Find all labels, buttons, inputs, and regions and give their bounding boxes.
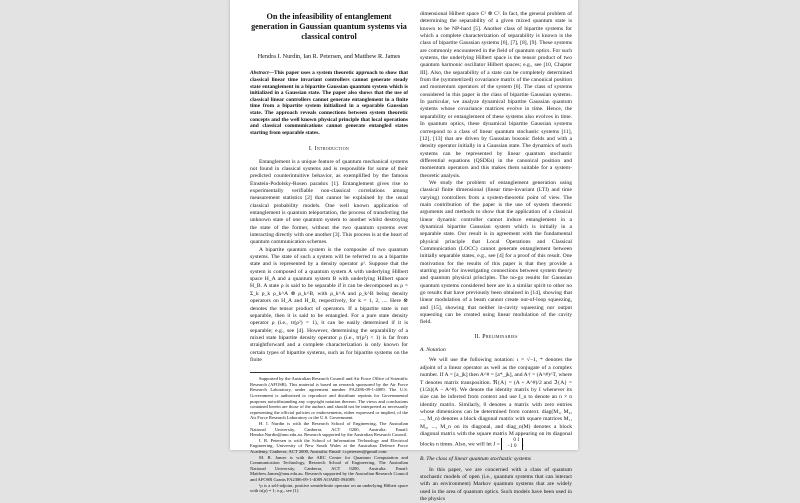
matrix-row: 0 1 [513, 438, 520, 444]
section-introduction-heading: I. Introduction [308, 146, 350, 153]
footnote-rule [250, 372, 320, 373]
footnote: I. R. Petersen is with the School of Information Technology and Electrical Engineering, University of New South Wales at the Australian Defence Force Academy, Canberra, ACT 2600, Australia. Email: i.r.petersen@gmail.com. [250, 437, 408, 454]
footnote: M. R. James is with the ARC Centre for Quantum Computation and Communication Technology, Research School of Engineering, The Australian National University, Canberra, ACT 0200, Australia. Email: Matthew.James@anu.edu.au. Research supported by the Australian Research Council and AFOSR Grants FA2386-09-1-4089 AOARD 094089. [250, 454, 408, 482]
intro-paragraph-1: Entanglement is a unique feature of quantum mechanical systems not found in classical systems and is responsible for some of their predicted counterintuitive behavior, as exemplified by the famous Einstein-Podolsky-Rosen paradox [1]. Entanglement gives rise to experimentally verifiable non-classical correlations among measurement statistics [2] that cannot be explained by the usual classical probability models. One well known application of entanglement is quantum teleportation, the process of transferring the unknown state of one quantum system to another whilst destroying the state of the former, without the two quantum systems ever interacting directly with one another [3]. This process is at the heart of quantum communication schemes. [250, 158, 408, 246]
matrix-period: . [522, 441, 524, 448]
abstract-label: Abstract [250, 70, 269, 77]
paper-title: On the infeasibility of entanglement generation in Gaussian quantum systems via classical control [251, 12, 407, 41]
matrix-j [501, 438, 522, 450]
right-paragraph-2: We study the problem of entanglement generation using classical finite dimensional (linear time-invariant (LTI) and time varying) controllers from a system-theoretic point of view. The main contribution of the paper is the use of system theoretic arguments and methods to show that the application of a classical linear dynamic controller cannot induce entanglement in a dynamical bipartite Gaussian system which is initially in a separable state. Our result is in agreement with the fundamental physical principle that Local Operations and Classical Communication (LOCC) cannot generate entanglement between initially separable states, e.g., see [4] for a proof of this result. One motivation for the results of this paper is that they provide a starting point for investigating connections between system theory and quantum physical principles. The no-go results for Gaussian quantum systems considered here are in a similar spirit to other no go results that have previously been obtained in [14], showing that linear modulation of a beam cannot create out-of-loop squeezing, and [15], showing that neither in-cavity squeezing nor output squeezing can be created using linear modulation of the cavity field. [420, 179, 572, 326]
notation-paragraph [420, 357, 572, 450]
subsection-notation-heading: A. Notation [420, 347, 446, 354]
right-paragraph-1: dimensional Hilbert space C² ⊗ C². In fact, the general problem of determining the separability of a given mixed quantum state is known to be NP-hard [5]. Another class of bipartite systems for which a complete characterization of separability is known is the class of bipartite Gaussian systems [6], [7], [8], [9]. These systems are commonly encountered in the field of quantum optics. For such systems, the underlying Hilbert space is the tensor product of two quantum harmonic oscillator Hilbert spaces; e.g., see [10, Chapter III]. Also, the separability of a state can be completely determined from the (symmetrized) covariance matrix of the canonical position and momentum operators of the system [6]. The class of systems considered in this paper is the class of bipartite Gaussian systems. In particular, we analyze dynamical bipartite Gaussian quantum systems whose covariance matrices evolve in time. Hence, the separability or entanglement of these systems also evolves in time. In quantum optics, these dynamical bipartite Gaussian systems correspond to a class of linear quantum stochastic systems [11], [12], [13] that are driven by Gaussian bosonic fields and with a density operator initially in a Gaussian state. The dynamics of such systems can be represented by linear quantum stochastic differential equations (QSDEs) in the canonical position and momentum operators and this makes them suitable for a system-theoretic analysis. [420, 11, 572, 179]
intro-paragraph-2: A bipartite quantum system is the composite of two quantum systems. The state of such a system will be referred to as a bipartite state and is represented by a density operator ρ¹. Suppose that the system is composed of a quantum system A with underlying Hilbert space H_A and a quantum system B with underlying Hilbert space H_B. A state ρ is said to be separable if it can be decomposed as ρ = Σ_k p_k ρ_k^A ⊗ ρ_k^B, with ρ_k^A and ρ_k^B being density operators on H_A and H_B, respectively, for k = 1, 2, .... Here ⊗ denotes the tensor product of operators. If a bipartite state is not separable, then it is said to be entangled. For a pure state density operator ρ (i.e., tr(ρ²) = 1), it can be easily determined if it is separable; e.g., see [4]. However, determining the separability of a mixed state bipartite density operator ρ (i.e., tr(ρ²) < 1) is far from straightforward and a complete characterization is only known for certain types of bipartite systems, such as for bipartite systems on the finite [250, 246, 408, 363]
footnote: ¹ρ is a self-adjoint, positive semidefinite operator on an underlying Hilbert space with tr(ρ) = 1; e.g., see [1]. [250, 482, 408, 494]
paper-authors: Hendra I. Nurdin, Ian R. Petersen, and Matthew R. James [257, 53, 401, 60]
abstract [250, 70, 408, 136]
footnotes [250, 376, 408, 493]
matrix-row: −1 0 [507, 444, 517, 450]
class-paragraph: In this paper, we are concerned with a class of quantum stochastic models of open (i.e., quantum systems that can interact with an environment) Markov quantum systems that are widely used in the area of quantum optics. Such models have been used in the physics [420, 466, 572, 502]
left-column [250, 0, 408, 494]
section-preliminaries-heading: II. Preliminaries [474, 333, 518, 340]
notation-text: We will use the following notation: ι = √−1, * denotes the adjoint of a linear operator as well as the conjugate of a complex number. If A = [a_jk] then A^# = [a*_jk], and A† = (A^#)^T, where T denotes matrix transposition. ℜ{A} = (A + A^#)/2 and ℑ{A} = (1/2ι)(A − A^#). We denote the identity matrix by I whenever its size can be inferred from context and use I_n to denote an n × n identity matrix. Similarly, 0 denotes a matrix with zero entries whose dimensions can be determined from context. diag(M₁, M₂, ..., M_n) denotes a block diagonal matrix with square matrices M₁, M₂, ..., M_n on its diagonal, and diag_n(M) denotes a block diagonal matrix with the square matrix M appearing on its diagonal blocks n times. Also, we will let J = [420, 357, 572, 448]
footnote: H. I. Nurdin is with the Research School of Engineering, The Australian National University, Canberra, ACT 0200, Australia. Email: Hendra.Nurdin@anu.edu.au. Research supported by the Australian Research Council. [250, 421, 408, 438]
paper-page [230, 0, 578, 502]
subsection-class-heading: B. The class of linear quantum stochastic systems [420, 456, 531, 463]
footnote: Supported by the Australian Research Council and Air Force Office of Scientific Research (AFOSR). This material is based on research sponsored by the Air Force Research Laboratory, under agreement number FA2386-09-1-4089. The U.S. Government is authorized to reproduce and distribute reprints for Governmental purposes notwithstanding any copyright notation thereon. The views and conclusions contained herein are those of the authors and should not be interpreted as necessarily representing the official policies or endorsements, either expressed or implied, of the Air Force Research Laboratory or the U.S. Government. [250, 376, 408, 421]
abstract-text: —This paper uses a system theoretic approach to show that classical linear time invariant controllers cannot generate steady state entanglement in a bipartite Gaussian quantum system which is initialized in a Gaussian state. The paper also shows that the use of classical linear controllers cannot generate entanglement in a finite time from a bipartite system initialized in a separable Gaussian state. The approach reveals connections between system theoretic concepts and the well known physical principle that local operations and classical communications cannot generate entangled states starting from separable states. [250, 70, 408, 136]
right-column [420, 0, 572, 503]
